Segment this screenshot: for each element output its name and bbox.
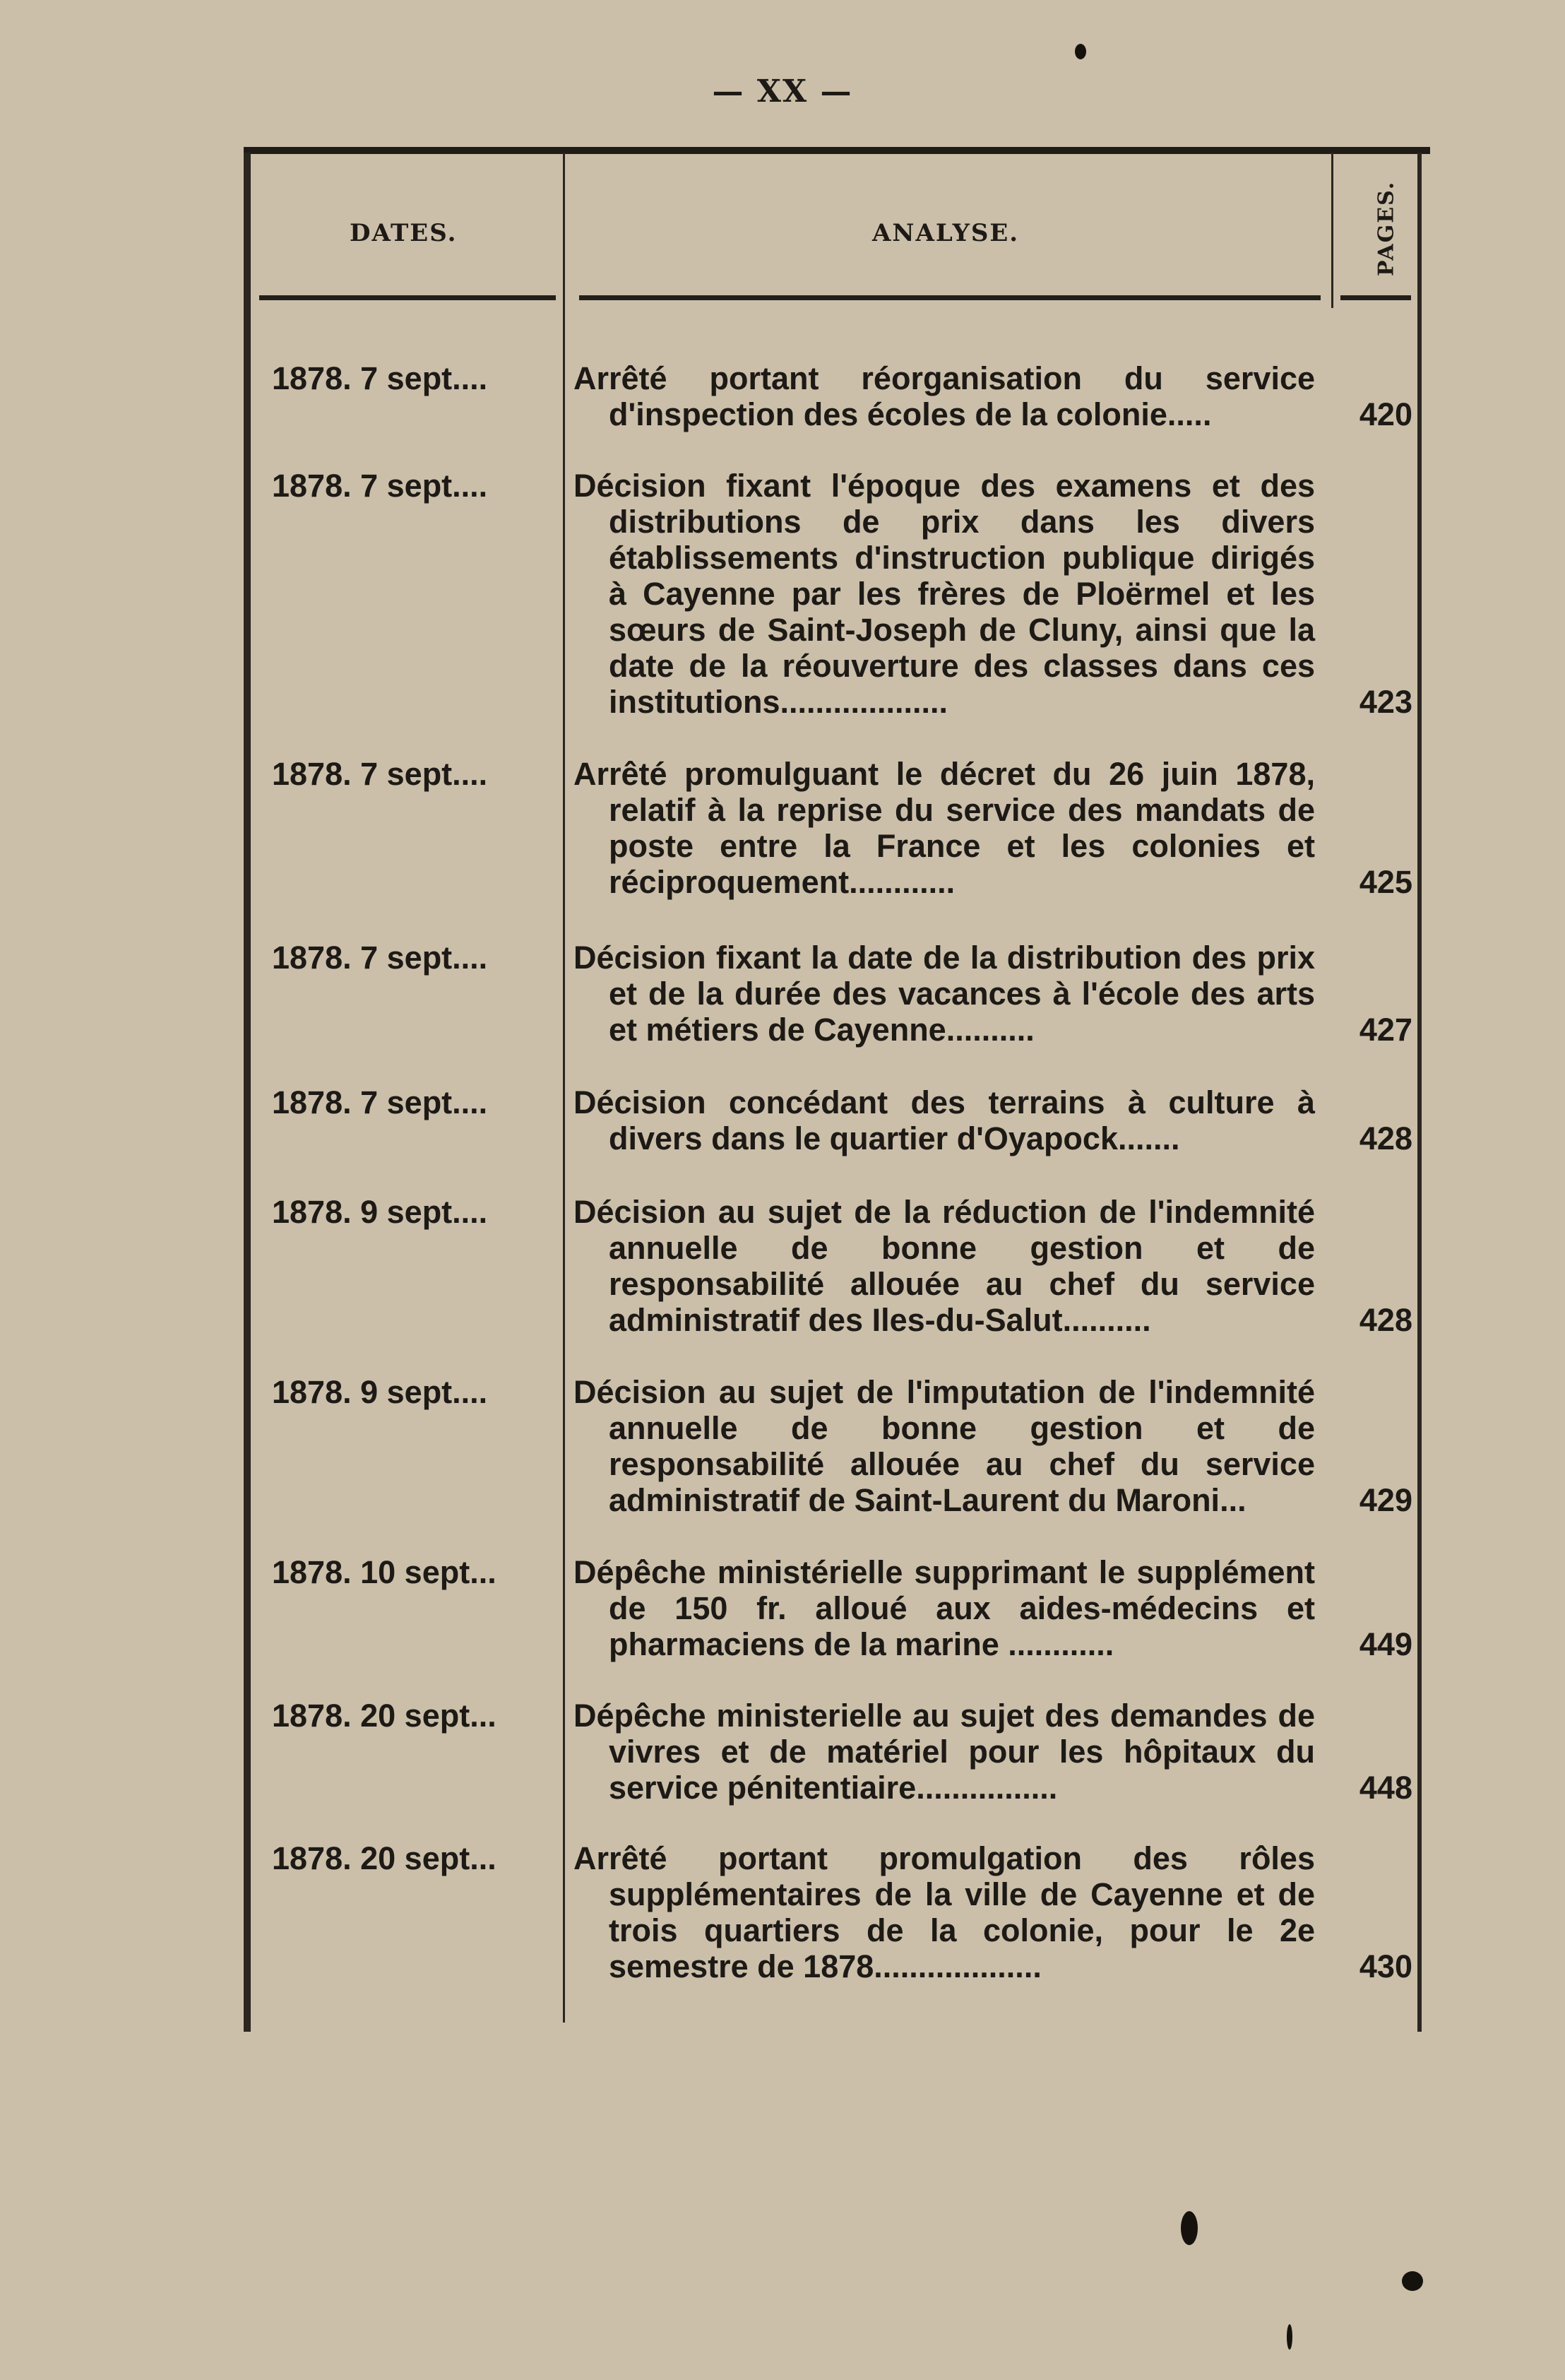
entry-date: 1878. 9 sept.... xyxy=(272,1374,488,1410)
entry-analysis: Décision au sujet de l'imputation de l'indemnité annuelle de bonne gestion et de responsabilité allouée au chef du service administratif de Saint-Laurent du Maroni... xyxy=(573,1374,1315,1518)
entry-analysis: Décision fixant la date de la distribution des prix et de la durée des vacances à l'école des arts et métiers de Cayenne.......... xyxy=(573,940,1315,1048)
entry-page: 428 xyxy=(1359,1120,1412,1156)
ink-speck xyxy=(1402,2271,1423,2291)
entry-date: 1878. 7 sept.... xyxy=(272,940,488,976)
entry-analysis: Décision concédant des terrains à culture à divers dans le quartier d'Oyapock....... xyxy=(573,1084,1315,1156)
date-column-divider xyxy=(563,153,565,308)
pages-column-divider xyxy=(1331,153,1333,308)
header-rule-pages xyxy=(1340,295,1411,300)
header-analysis: ANALYSE. xyxy=(872,219,1020,247)
date-column-divider-body xyxy=(563,299,565,2023)
header-dates: DATES. xyxy=(350,219,458,247)
header-rule-dates xyxy=(259,295,556,300)
entry-page: 430 xyxy=(1359,1948,1412,1984)
entry-date: 1878. 7 sept.... xyxy=(272,1084,488,1120)
entry-analysis: Arrêté promulguant le décret du 26 juin 1878, relatif à la reprise du service des mandats de poste entre la France et les colonies et réciproquement............ xyxy=(573,756,1315,900)
header-pages: PAGES. xyxy=(1374,180,1399,276)
entry-page: 420 xyxy=(1359,396,1412,432)
entry-page: 423 xyxy=(1359,684,1412,720)
right-border xyxy=(1417,153,1422,2032)
entry-page: 449 xyxy=(1359,1626,1412,1662)
ink-speck xyxy=(1287,2324,1292,2350)
entry-analysis: Décision fixant l'époque des examens et des distributions de prix dans les divers établissements d'instruction publique dirigés à Cayenne par les frères de Ploërmel et les sœurs de Saint-Joseph de Cluny, ainsi que la date de la réouverture des classes dans ces institutions................... xyxy=(573,468,1315,720)
entry-page: 427 xyxy=(1359,1012,1412,1048)
entry-date: 1878. 20 sept... xyxy=(272,1840,496,1876)
left-border xyxy=(244,153,251,2032)
entry-page: 429 xyxy=(1359,1482,1412,1518)
entry-page: 448 xyxy=(1359,1770,1412,1806)
entry-page: 425 xyxy=(1359,864,1412,900)
entry-date: 1878. 7 sept.... xyxy=(272,360,488,396)
entry-analysis: Décision au sujet de la réduction de l'indemnité annuelle de bonne gestion et de responsabilité allouée au chef du service administratif des Iles-du-Salut.......... xyxy=(573,1194,1315,1338)
ink-speck xyxy=(1181,2211,1198,2245)
entry-analysis: Arrêté portant réorganisation du service d'inspection des écoles de la colonie..... xyxy=(573,360,1315,432)
top-rule xyxy=(244,147,1430,154)
entry-date: 1878. 9 sept.... xyxy=(272,1194,488,1230)
entry-analysis: Dépêche ministerielle au sujet des demandes de vivres et de matériel pour les hôpitaux du service pénitentiaire................ xyxy=(573,1698,1315,1806)
ink-speck xyxy=(1075,44,1086,59)
entry-date: 1878. 7 sept.... xyxy=(272,468,488,504)
header-rule-analysis xyxy=(579,295,1321,300)
page-number: — XX — xyxy=(712,73,853,109)
entry-analysis: Dépêche ministérielle supprimant le supplément de 150 fr. alloué aux aides-médecins et pharmaciens de la marine ............ xyxy=(573,1554,1315,1662)
entry-date: 1878. 20 sept... xyxy=(272,1698,496,1734)
entry-date: 1878. 10 sept... xyxy=(272,1554,496,1590)
entry-page: 428 xyxy=(1359,1302,1412,1338)
entry-analysis: Arrêté portant promulgation des rôles supplémentaires de la ville de Cayenne et de trois quartiers de la colonie, pour le 2e semestre de 1878................... xyxy=(573,1840,1315,1984)
entry-date: 1878. 7 sept.... xyxy=(272,756,488,792)
